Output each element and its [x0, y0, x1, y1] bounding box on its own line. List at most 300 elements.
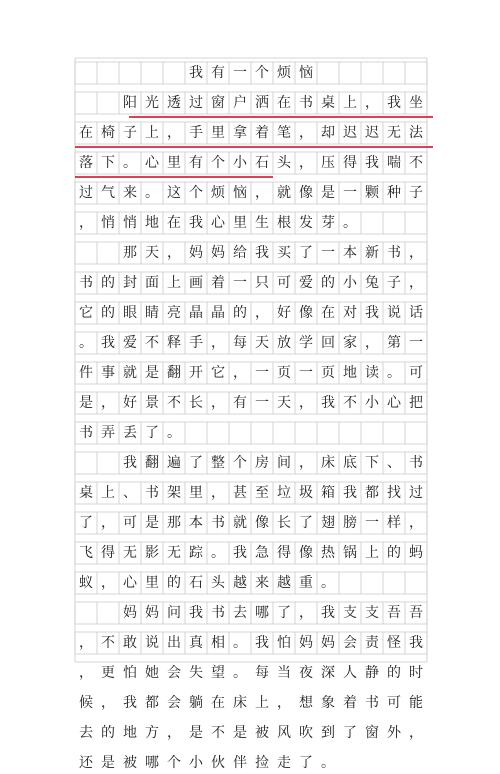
para-1-char: 我	[365, 155, 379, 171]
para-3-char: 了	[79, 515, 93, 531]
para-3-char: 书	[145, 485, 159, 501]
title-char: 烦	[277, 65, 291, 81]
para-1-char: 。	[145, 185, 159, 201]
para-3-char: 得	[101, 545, 115, 561]
para-2-char: 长	[189, 395, 203, 411]
para-3-char: 箱	[321, 485, 335, 501]
para-2-char: 一	[255, 365, 269, 381]
para-4-char: 伙	[211, 755, 225, 771]
para-3-char: 上	[101, 485, 115, 501]
para-4-char: 了	[277, 605, 291, 621]
para-1-char: 恼	[233, 185, 247, 201]
para-4-char: 妈	[123, 605, 137, 621]
para-4-char: 风	[277, 725, 291, 741]
para-4-char: 个	[167, 755, 181, 771]
para-1-char: 笔	[277, 125, 291, 141]
para-1-char: 里	[167, 155, 181, 171]
para-1-char: 悄	[123, 215, 137, 231]
para-2-char: 每	[233, 335, 247, 351]
para-2-char: 手	[189, 335, 203, 351]
para-2-char: 的	[321, 275, 335, 291]
para-1-char: 迟	[365, 125, 379, 141]
para-2-char: 页	[321, 365, 335, 381]
para-2-char: 是	[79, 395, 93, 411]
para-3-char: 桌	[79, 485, 93, 501]
para-4-char: 是	[233, 725, 247, 741]
para-4-char: 静	[365, 665, 379, 681]
para-2-char: ，	[299, 395, 313, 411]
para-1-char: 我	[189, 215, 203, 231]
para-2-char: 面	[145, 275, 159, 291]
para-4-char: 还	[79, 755, 93, 771]
para-1-char: 小	[233, 155, 247, 171]
para-2-char: 学	[299, 335, 313, 351]
para-3-char: 底	[343, 455, 357, 471]
para-4-char: 上	[255, 695, 269, 711]
para-1-char: 无	[387, 125, 401, 141]
para-2-char: 我	[255, 245, 269, 261]
para-3-char: 我	[123, 455, 137, 471]
para-3-char: 翻	[145, 455, 159, 471]
para-1-char: 个	[189, 185, 203, 201]
para-4-char: 问	[167, 605, 181, 621]
para-1-char: 气	[101, 185, 115, 201]
para-3-char: 了	[189, 455, 203, 471]
para-1-char: 桌	[321, 95, 335, 111]
para-3-char: 急	[255, 545, 269, 561]
para-2-char: 子	[387, 275, 401, 291]
para-2-char: 可	[409, 365, 423, 381]
para-2-char: 那	[123, 245, 137, 261]
para-4-char: 妈	[299, 635, 313, 651]
para-1-char: 坐	[409, 95, 423, 111]
para-4-char: 深	[321, 665, 335, 681]
para-1-char: 户	[233, 95, 247, 111]
para-1-char: 发	[299, 215, 313, 231]
para-3-char: 下	[365, 455, 379, 471]
para-4-char: ，	[277, 695, 291, 711]
para-2-char: 有	[233, 395, 247, 411]
para-1-char: ，	[167, 125, 181, 141]
para-1-char: 过	[189, 95, 203, 111]
para-4-char: ，	[101, 695, 115, 711]
para-1-char: 上	[145, 125, 159, 141]
para-2-char: 丢	[123, 425, 137, 441]
para-2-char: 的	[101, 305, 115, 321]
para-3-char: ，	[101, 515, 115, 531]
para-3-char: 一	[365, 515, 379, 531]
para-4-char: 她	[145, 665, 159, 681]
para-3-char: ，	[211, 485, 225, 501]
para-4-char: ，	[167, 725, 181, 741]
para-2-char: 像	[299, 305, 313, 321]
para-4-char: 说	[145, 635, 159, 651]
para-1-char: 里	[211, 125, 225, 141]
para-1-char: 洒	[255, 95, 269, 111]
para-4-char: 能	[409, 695, 423, 711]
para-2-char: 好	[123, 395, 137, 411]
para-3-char: 。	[321, 575, 335, 591]
para-1-char: 上	[343, 95, 357, 111]
para-3-char: 翅	[321, 515, 335, 531]
para-2-char: 心	[387, 395, 401, 411]
para-2-char: 就	[123, 365, 137, 381]
para-3-char: 得	[277, 545, 291, 561]
para-3-char: 就	[233, 515, 247, 531]
para-3-char: 个	[233, 455, 247, 471]
para-1-char: 里	[233, 215, 247, 231]
para-2-char: 眼	[123, 305, 137, 321]
para-2-char: 地	[343, 365, 357, 381]
para-4-char: 我	[321, 605, 335, 621]
para-3-char: 重	[299, 575, 313, 591]
para-2-char: 天	[255, 335, 269, 351]
para-2-char: 。	[387, 365, 401, 381]
para-1-char: 地	[145, 215, 159, 231]
para-4-char: 我	[123, 695, 137, 711]
para-1-char: ，	[299, 155, 313, 171]
para-1-char: 心	[211, 215, 225, 231]
para-4-char: 外	[387, 725, 401, 741]
para-3-char: 书	[211, 515, 225, 531]
para-3-char: 都	[365, 485, 379, 501]
para-2-char: 。	[167, 425, 181, 441]
para-2-char: 我	[321, 395, 335, 411]
para-4-char: 去	[233, 605, 247, 621]
para-3-char: 头	[211, 575, 225, 591]
para-3-char: 我	[343, 485, 357, 501]
para-3-char: 本	[189, 515, 203, 531]
para-1-char: 心	[145, 155, 159, 171]
para-1-char: 。	[123, 155, 137, 171]
para-1-char: 在	[79, 125, 93, 141]
para-4-char: 。	[233, 635, 247, 651]
para-2-char: ，	[255, 305, 269, 321]
para-4-char: 了	[343, 725, 357, 741]
para-2-char: 回	[321, 335, 335, 351]
para-2-char: 不	[343, 395, 357, 411]
para-3-char: 越	[233, 575, 247, 591]
para-2-char: 了	[145, 425, 159, 441]
para-3-char: 架	[167, 485, 181, 501]
para-1-char: 芽	[321, 215, 335, 231]
para-3-char: 里	[145, 575, 159, 591]
para-4-char: 失	[189, 665, 203, 681]
para-2-char: 一	[233, 275, 247, 291]
para-2-char: ，	[211, 395, 225, 411]
para-4-char: 责	[365, 635, 379, 651]
para-3-char: ，	[409, 515, 423, 531]
para-2-char: 不	[167, 395, 181, 411]
para-2-char: 买	[277, 245, 291, 261]
para-2-char: 对	[343, 305, 357, 321]
para-1-char: 这	[167, 185, 181, 201]
para-3-char: 长	[277, 515, 291, 531]
para-1-char: 个	[211, 155, 225, 171]
para-3-char: 找	[387, 485, 401, 501]
para-1-char: 根	[277, 215, 291, 231]
para-1-char: 就	[277, 185, 291, 201]
para-2-char: 是	[145, 365, 159, 381]
para-2-char: 爱	[299, 275, 313, 291]
para-4-char: 出	[167, 635, 181, 651]
para-4-char: 我	[409, 635, 423, 651]
para-1-char: 透	[167, 95, 181, 111]
para-1-char: ，	[79, 215, 93, 231]
para-1-char: 石	[255, 155, 269, 171]
para-4-char: 敢	[123, 635, 137, 651]
para-4-char: 想	[299, 695, 313, 711]
para-2-char: 一	[299, 365, 313, 381]
para-4-char: 支	[365, 605, 379, 621]
para-1-char: 拿	[233, 125, 247, 141]
para-2-char: 画	[189, 275, 203, 291]
para-1-char: 过	[79, 185, 93, 201]
para-3-char: 心	[123, 575, 137, 591]
para-2-char: ，	[101, 395, 115, 411]
para-4-char: ，	[79, 635, 93, 651]
para-2-char: 把	[409, 395, 423, 411]
para-4-char: 是	[101, 755, 115, 771]
para-3-char: 石	[189, 575, 203, 591]
para-4-char: 妈	[145, 605, 159, 621]
para-4-char: 更	[101, 665, 115, 681]
para-2-char: 一	[255, 395, 269, 411]
para-2-char: 书	[387, 245, 401, 261]
para-4-char: 真	[189, 635, 203, 651]
para-4-char: 了	[299, 755, 313, 771]
para-2-char: 翻	[167, 365, 181, 381]
para-2-char: 一	[321, 245, 335, 261]
para-4-char: 相	[211, 635, 225, 651]
para-3-char: 上	[365, 545, 379, 561]
para-3-char: 。	[211, 545, 225, 561]
para-4-char: 怪	[387, 635, 401, 651]
para-1-char: 烦	[211, 185, 225, 201]
para-3-char: 的	[167, 575, 181, 591]
para-1-char: 悄	[101, 215, 115, 231]
para-2-char: 的	[233, 305, 247, 321]
para-2-char: 弄	[101, 425, 115, 441]
para-2-char: ，	[409, 275, 423, 291]
para-1-char: 喘	[387, 155, 401, 171]
para-4-char: 我	[189, 605, 203, 621]
para-2-char: 亮	[167, 305, 181, 321]
para-3-char: 我	[233, 545, 247, 561]
para-3-char: 书	[409, 455, 423, 471]
para-3-char: 里	[189, 485, 203, 501]
para-2-char: 说	[387, 305, 401, 321]
para-1-char: 不	[409, 155, 423, 171]
para-3-char: 、	[123, 485, 137, 501]
para-2-char: 的	[101, 275, 115, 291]
para-1-char: 颗	[365, 185, 379, 201]
para-1-char: 阳	[123, 95, 137, 111]
para-1-char: 来	[123, 185, 137, 201]
para-3-char: 、	[387, 455, 401, 471]
para-3-char: 了	[299, 515, 313, 531]
para-4-char: 。	[321, 755, 335, 771]
para-4-char: 。	[233, 665, 247, 681]
para-1-char: 落	[79, 155, 93, 171]
para-2-char: 话	[409, 305, 423, 321]
para-4-char: 吾	[409, 605, 423, 621]
para-2-char: 家	[343, 335, 357, 351]
para-2-char: 我	[365, 305, 379, 321]
para-1-char: 像	[299, 185, 313, 201]
para-2-char: 一	[409, 335, 423, 351]
para-1-char: ，	[255, 185, 269, 201]
para-2-char: 我	[101, 335, 115, 351]
para-4-char: 人	[343, 665, 357, 681]
para-3-char: 越	[277, 575, 291, 591]
para-2-char: ，	[233, 365, 247, 381]
para-3-char: 过	[409, 485, 423, 501]
para-1-char: 是	[321, 185, 335, 201]
para-2-char: 本	[343, 245, 357, 261]
para-1-char: 。	[343, 215, 357, 231]
para-4-char: 躺	[189, 695, 203, 711]
title-char: 有	[211, 65, 225, 81]
para-4-char: 书	[211, 605, 225, 621]
para-1-char: 法	[409, 125, 423, 141]
para-4-char: 会	[343, 635, 357, 651]
para-3-char: ，	[101, 575, 115, 591]
para-3-char: 是	[145, 515, 159, 531]
para-2-char: 了	[299, 245, 313, 261]
para-4-char: 怕	[123, 665, 137, 681]
para-2-char: 在	[321, 305, 335, 321]
para-4-char: 支	[343, 605, 357, 621]
para-3-char: 垃	[277, 485, 291, 501]
para-4-char: 走	[277, 755, 291, 771]
para-4-char: 可	[387, 695, 401, 711]
para-2-char: 件	[79, 365, 93, 381]
para-4-char: 吾	[387, 605, 401, 621]
para-2-char: 可	[277, 275, 291, 291]
para-1-char: 头	[277, 155, 291, 171]
para-4-char: 捡	[255, 755, 269, 771]
para-2-char: 天	[277, 395, 291, 411]
para-3-char: 像	[299, 545, 313, 561]
para-1-char: ，	[365, 95, 379, 111]
para-4-char: 时	[409, 665, 423, 681]
para-4-char: 小	[189, 755, 203, 771]
para-2-char: 睛	[145, 305, 159, 321]
para-4-char: 怕	[277, 635, 291, 651]
para-3-char: 至	[255, 485, 269, 501]
para-2-char: 给	[233, 245, 247, 261]
para-1-char: 下	[101, 155, 115, 171]
para-4-char: 去	[79, 725, 93, 741]
para-1-char: 书	[299, 95, 313, 111]
para-2-char: 好	[277, 305, 291, 321]
title-char: 恼	[299, 65, 313, 81]
para-1-char: 我	[387, 95, 401, 111]
para-4-char: 哪	[255, 605, 269, 621]
para-4-char: 书	[365, 695, 379, 711]
para-2-char: 小	[365, 395, 379, 411]
para-4-char: 会	[167, 695, 181, 711]
para-2-char: 。	[79, 335, 93, 351]
para-1-char: 光	[145, 95, 159, 111]
para-2-char: 页	[277, 365, 291, 381]
para-4-char: 在	[211, 695, 225, 711]
para-4-char: 夜	[299, 665, 313, 681]
para-2-char: 放	[277, 335, 291, 351]
para-3-char: 无	[167, 545, 181, 561]
para-4-char: 我	[255, 635, 269, 651]
para-2-char: 封	[123, 275, 137, 291]
para-2-char: 不	[145, 335, 159, 351]
para-4-char: ，	[409, 725, 423, 741]
para-4-char: 窗	[365, 725, 379, 741]
para-4-char: 都	[145, 695, 159, 711]
para-3-char: 遍	[167, 455, 181, 471]
para-4-char: 会	[167, 665, 181, 681]
para-4-char: 的	[101, 725, 115, 741]
para-4-char: 候	[79, 695, 93, 711]
para-3-char: 间	[277, 455, 291, 471]
para-1-char: 手	[189, 125, 203, 141]
para-3-char: 甚	[233, 485, 247, 501]
para-2-char: ，	[211, 335, 225, 351]
para-4-char: 象	[321, 695, 335, 711]
para-3-char: 圾	[299, 485, 313, 501]
para-3-char: 飞	[79, 545, 93, 561]
para-3-char: 锅	[343, 545, 357, 561]
para-4-char: 妈	[321, 635, 335, 651]
para-4-char: 的	[387, 665, 401, 681]
para-2-char: 着	[211, 275, 225, 291]
para-3-char: 的	[387, 545, 401, 561]
para-2-char: ，	[365, 335, 379, 351]
para-2-char: 事	[101, 365, 115, 381]
para-4-char: 当	[277, 665, 291, 681]
para-1-char: 窗	[211, 95, 225, 111]
para-4-char: 每	[255, 665, 269, 681]
para-1-char: 一	[343, 185, 357, 201]
para-3-char: 蚁	[79, 575, 93, 591]
para-4-char: 望	[211, 665, 225, 681]
para-4-char: 被	[255, 725, 269, 741]
para-4-char: 不	[211, 725, 225, 741]
para-1-char: 得	[343, 155, 357, 171]
para-2-char: 书	[79, 275, 93, 291]
para-4-char: 哪	[145, 755, 159, 771]
para-3-char: 热	[321, 545, 335, 561]
para-2-char: 晶	[189, 305, 203, 321]
para-4-char: ，	[299, 605, 313, 621]
para-1-char: 着	[255, 125, 269, 141]
para-2-char: 天	[145, 245, 159, 261]
para-4-char: 到	[321, 725, 335, 741]
para-2-char: 开	[189, 365, 203, 381]
para-2-char: 读	[365, 365, 379, 381]
para-3-char: ，	[299, 455, 313, 471]
para-2-char: ，	[167, 245, 181, 261]
para-2-char: 释	[167, 335, 181, 351]
para-2-char: 新	[365, 245, 379, 261]
para-3-char: 影	[145, 545, 159, 561]
para-4-char: 床	[233, 695, 247, 711]
para-1-char: 子	[409, 185, 423, 201]
para-3-char: 房	[255, 455, 269, 471]
para-1-char: 生	[255, 215, 269, 231]
para-4-char: 方	[145, 725, 159, 741]
para-2-char: 只	[255, 275, 269, 291]
para-4-char: 吹	[299, 725, 313, 741]
